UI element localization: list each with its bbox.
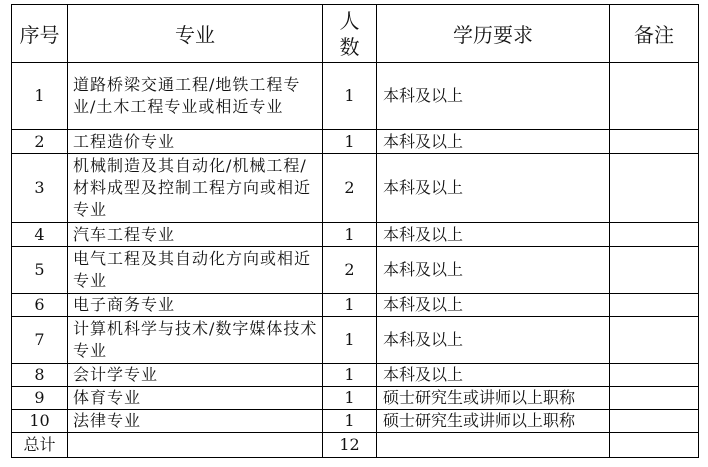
- row-count: 1: [323, 364, 377, 387]
- table-row: [12, 410, 699, 433]
- row-major: 电气工程及其自动化方向或相近专业: [68, 247, 323, 294]
- row-edu: 硕士研究生或讲师以上职称: [377, 387, 610, 410]
- row-remark: [610, 410, 699, 433]
- row-count: 1: [323, 387, 377, 410]
- header-edu: 学历要求: [377, 5, 610, 63]
- header-remark: 备注: [610, 5, 699, 63]
- row-remark: [610, 387, 699, 410]
- header-seq: 序号: [12, 5, 68, 63]
- total-row: [12, 433, 699, 458]
- row-edu: 本科及以上: [377, 223, 610, 247]
- row-major: 工程造价专业: [68, 130, 323, 154]
- row-major: 法律专业: [68, 410, 323, 433]
- total-label: 总计: [12, 433, 68, 458]
- table-row: [12, 130, 699, 154]
- recruitment-table-container: [11, 4, 699, 458]
- row-seq: 4: [12, 223, 68, 247]
- row-major: 体育专业: [68, 387, 323, 410]
- row-major: 计算机科学与技术/数字媒体技术专业: [68, 317, 323, 364]
- row-remark: [610, 130, 699, 154]
- row-remark: [610, 317, 699, 364]
- row-seq: 3: [12, 154, 68, 223]
- total-count: 12: [323, 433, 377, 458]
- header-major: 专业: [68, 5, 323, 63]
- row-seq: 2: [12, 130, 68, 154]
- total-remark-empty: [610, 433, 699, 458]
- total-major-empty: [68, 433, 323, 458]
- table-row: [12, 154, 699, 223]
- table-row: [12, 364, 699, 387]
- row-remark: [610, 364, 699, 387]
- table-row: [12, 294, 699, 317]
- row-edu: 本科及以上: [377, 364, 610, 387]
- row-edu: 本科及以上: [377, 63, 610, 130]
- header-row: [12, 5, 699, 63]
- table-row: [12, 387, 699, 410]
- row-major: 会计学专业: [68, 364, 323, 387]
- table-row: [12, 317, 699, 364]
- row-remark: [610, 223, 699, 247]
- row-seq: 5: [12, 247, 68, 294]
- row-seq: 10: [12, 410, 68, 433]
- recruitment-table: [11, 4, 699, 458]
- row-edu: 本科及以上: [377, 294, 610, 317]
- row-count: 1: [323, 317, 377, 364]
- row-seq: 8: [12, 364, 68, 387]
- total-edu-empty: [377, 433, 610, 458]
- row-count: 1: [323, 63, 377, 130]
- row-seq: 1: [12, 63, 68, 130]
- table-row: [12, 247, 699, 294]
- row-remark: [610, 247, 699, 294]
- header-count-line1: 人: [339, 8, 360, 33]
- row-edu: 本科及以上: [377, 317, 610, 364]
- row-major: 汽车工程专业: [68, 223, 323, 247]
- row-edu: 本科及以上: [377, 130, 610, 154]
- table-row: [12, 223, 699, 247]
- row-count: 2: [323, 247, 377, 294]
- row-count: 1: [323, 410, 377, 433]
- row-edu: 本科及以上: [377, 247, 610, 294]
- row-edu: 硕士研究生或讲师以上职称: [377, 410, 610, 433]
- row-remark: [610, 294, 699, 317]
- row-edu: 本科及以上: [377, 154, 610, 223]
- row-major: 机械制造及其自动化/机械工程/材料成型及控制工程方向或相近专业: [68, 154, 323, 223]
- row-major: 道路桥梁交通工程/地铁工程专业/土木工程专业或相近专业: [68, 63, 323, 130]
- row-count: 1: [323, 223, 377, 247]
- row-remark: [610, 154, 699, 223]
- row-seq: 7: [12, 317, 68, 364]
- header-count-line2: 数: [339, 34, 360, 59]
- row-count: 2: [323, 154, 377, 223]
- row-seq: 9: [12, 387, 68, 410]
- row-major: 电子商务专业: [68, 294, 323, 317]
- row-remark: [610, 63, 699, 130]
- table-row: [12, 63, 699, 130]
- header-count: [323, 5, 377, 63]
- row-count: 1: [323, 130, 377, 154]
- row-count: 1: [323, 294, 377, 317]
- row-seq: 6: [12, 294, 68, 317]
